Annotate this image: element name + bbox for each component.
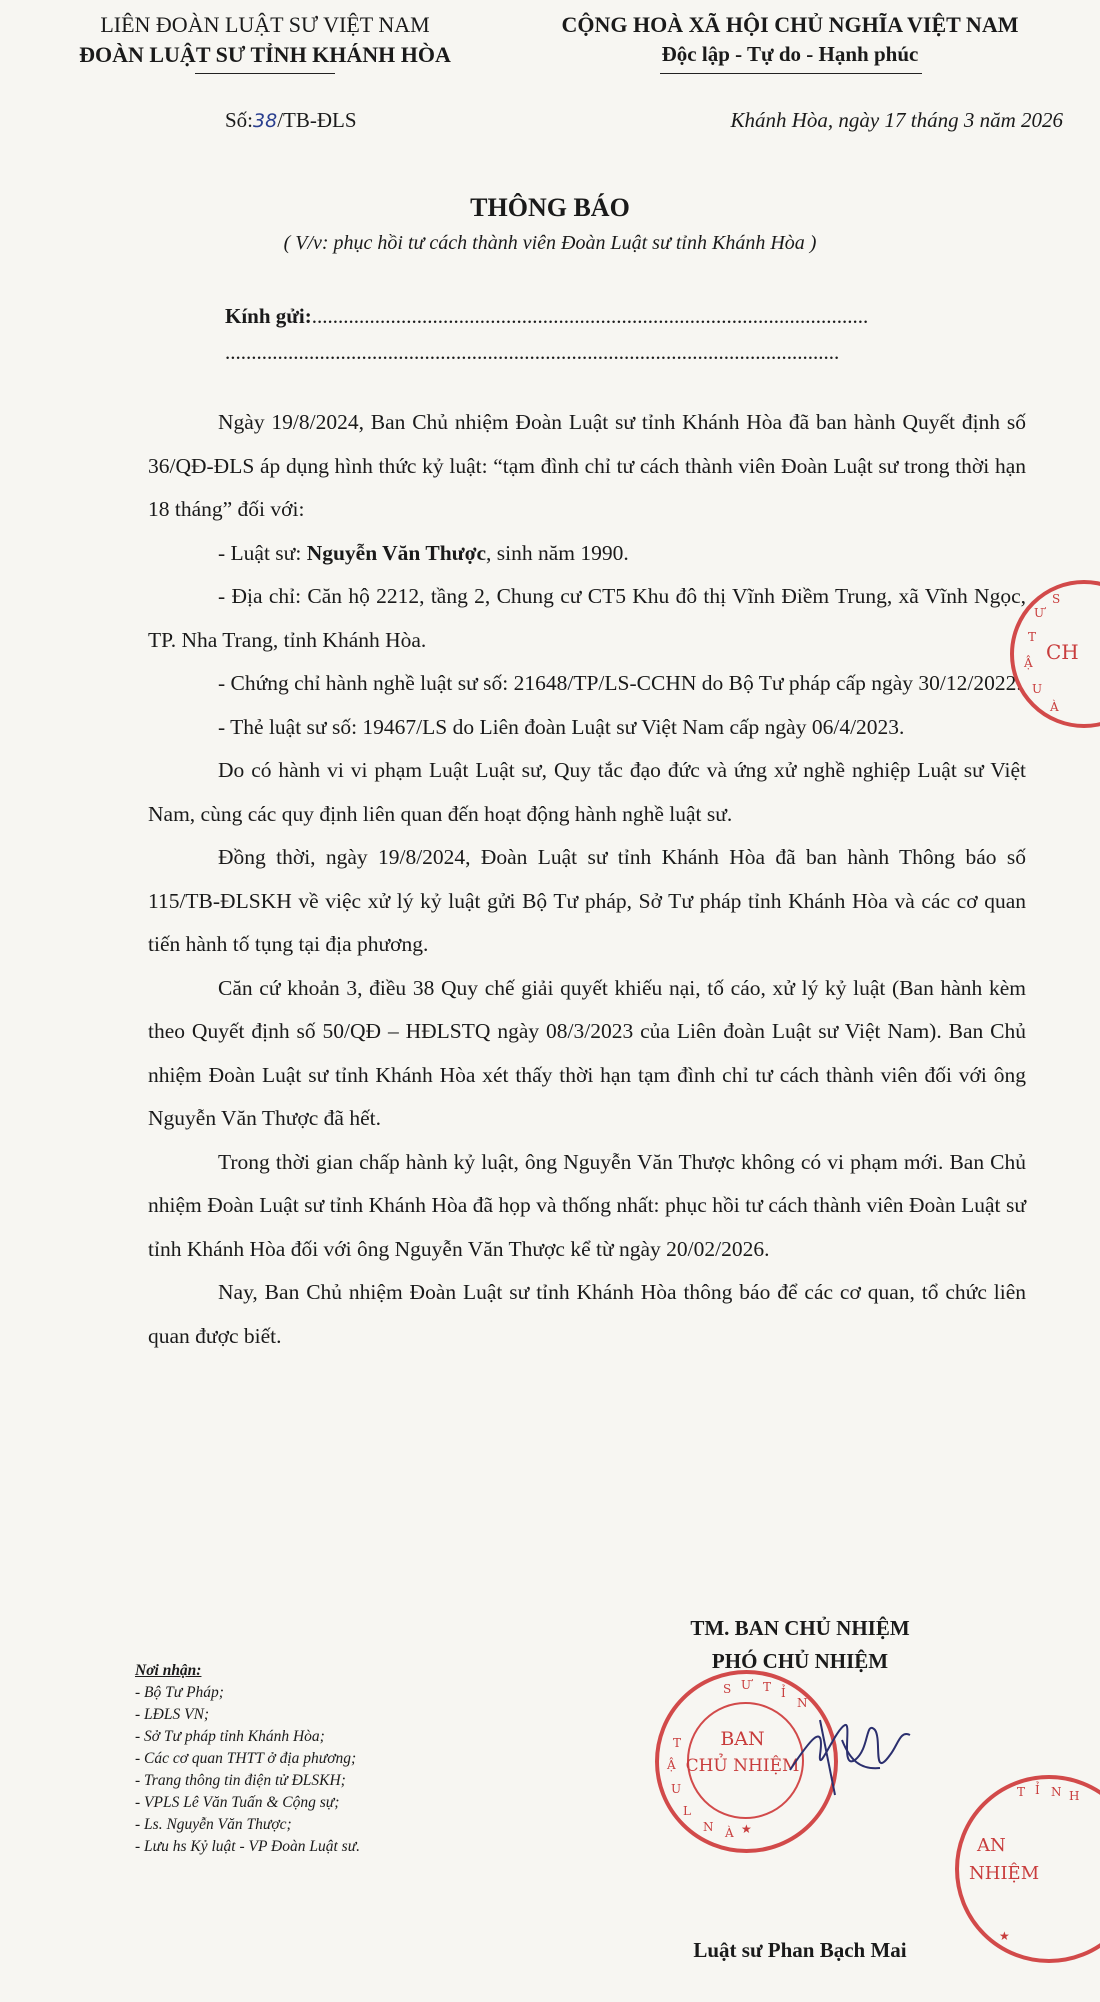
recipient-item: - Các cơ quan THTT ở địa phương; [135,1750,357,1767]
issuer-sub-org-name: ĐOÀN LUẬT SƯ TỈNH KHÁNH HÒA [79,42,451,67]
paragraph-legal-basis: Căn cứ khoản 3, điều 38 Quy chế giải quyết khiếu nại, tố cáo, xử lý kỷ luật (Ban hành kèm theo Quyết định số 50/QĐ – HĐLSTQ ngày 08/3/2023 của Liên đoàn Luật sư Việt Nam). Ban Chủ nhiệm Đoàn Luật sư tỉnh Khánh Hòa xét thấy thời hạn tạm đình chỉ tư cách thành viên đối với ông Nguyễn Văn Thược đã hết. [148,975,1026,1130]
recipient-item: - Lưu hs Kỷ luật - VP Đoàn Luật sư. [135,1838,361,1855]
seal-line1: BAN [720,1728,765,1750]
recipient-item: - Bộ Tư Pháp; [135,1684,224,1701]
doc-no-suffix: /TB-ĐLS [277,108,357,132]
recipient-item: - Trang thông tin điện tử ĐLSKH; [135,1772,346,1789]
signature-title-line1: TM. BAN CHỦ NHIỆM [690,1616,910,1640]
side-seal-text: CH [1046,640,1079,664]
recipient-item: - Sở Tư pháp tỉnh Khánh Hòa; [135,1728,325,1745]
issue-date: Khánh Hòa, ngày 17 tháng 3 năm 2026 [730,108,1063,132]
recipient-item: - VPLS Lê Văn Tuấn & Cộng sự; [135,1794,340,1811]
paragraph-closing: Nay, Ban Chủ nhiệm Đoàn Luật sư tỉnh Khánh Hòa thông báo để các cơ quan, tổ chức liên quan được biết. [148,1280,1026,1348]
paragraph-decision: Ngày 19/8/2024, Ban Chủ nhiệm Đoàn Luật sư tỉnh Khánh Hòa đã ban hành Quyết định số 36/QĐ-ĐLS áp dụng hình thức kỷ luật: “tạm đình chỉ tư cách thành viên Đoàn Luật sư trong thời hạn 18 tháng” đối với: [148,410,1026,521]
signature-title-line2: PHÓ CHỦ NHIỆM [711,1649,889,1673]
paragraph-restoration: Trong thời gian chấp hành kỷ luật, ông Nguyễn Văn Thược không có vi phạm mới. Ban Chủ nhiệm Đoàn Luật sư tỉnh Khánh Hòa đã họp và thống nhất: phục hồi tư cách thành viên Đoàn Luật sư tỉnh Khánh Hòa đối với ông Nguyễn Văn Thược kể từ ngày 20/02/2026. [148,1149,1026,1261]
doc-no-prefix: Số: [225,108,254,132]
recipients-heading: Nơi nhận: [135,1662,202,1679]
issuer-org-name: LIÊN ĐOÀN LUẬT SƯ VIỆT NAM [100,12,430,37]
corner-seal-fragment: T Ỉ N H ★ AN NHIỆM [955,1775,1100,1963]
recipient-item: - Ls. Nguyễn Văn Thược; [135,1816,292,1833]
signature-title [630,1612,970,1678]
addressee-line [225,304,1010,329]
national-title: CỘNG HOÀ XÃ HỘI CHỦ NGHĨA VIỆT NAM [561,12,1019,37]
official-seal: S Ư T Ỉ N T Ậ U L N À ★ BAN CHỦ NHIỆM [655,1670,838,1853]
body-section [148,401,1026,1358]
recipient-item: - LĐLS VN; [135,1706,210,1723]
recipients-list [135,1660,360,1858]
motto-underline [660,73,922,74]
addressee-dots-line2: ..................................................................................................................... [225,340,840,364]
doc-no-handwritten: 38 [253,110,278,132]
seal-line2: CHỦ NHIỆM [685,1756,800,1776]
signer-name: Luật sư Phan Bạch Mai [693,1938,907,1962]
side-seal-fragment: Ư S T Ậ U À CH [1010,580,1100,728]
addressee-label: Kính gửi: [225,304,312,328]
document-title: THÔNG BÁO [470,193,630,222]
document-number [225,108,357,133]
paragraph-violation: Do có hành vi vi phạm Luật Luật sư, Quy tắc đạo đức và ứng xử nghề nghiệp Luật sư Việt Nam, cùng các quy định liên quan đến hoạt động hành nghề luật sư. [148,758,1026,826]
card-line: - Thẻ luật sư số: 19467/LS do Liên đoàn Luật sư Việt Nam cấp ngày 06/4/2023. [218,714,905,739]
addressee-dots: .......................................................................................................... [311,304,869,328]
issuer-underline [195,73,335,74]
document-subject: ( V/v: phục hồi tư cách thành viên Đoàn Luật sư tỉnh Khánh Hòa ) [283,232,817,254]
corner-seal-line1: AN [977,1835,1006,1856]
certificate-line: - Chứng chỉ hành nghề luật sư số: 21648/TP/LS-CCHN do Bộ Tư pháp cấp ngày 30/12/2022. [218,671,1022,695]
address-line: - Địa chỉ: Căn hộ 2212, tầng 2, Chung cư CT5 Khu đô thị Vĩnh Điềm Trung, xã Vĩnh Ngọc, TP. Nha Trang, tỉnh Khánh Hòa. [148,584,1026,652]
lawyer-suffix: , sinh năm 1990. [486,540,629,565]
paragraph-notice: Đồng thời, ngày 19/8/2024, Đoàn Luật sư tỉnh Khánh Hòa đã ban hành Thông báo số 115/TB-ĐLSKH về việc xử lý kỷ luật gửi Bộ Tư pháp, Sở Tư pháp tỉnh Khánh Hòa và các cơ quan tiến hành tố tụng tại địa phương. [148,845,1026,956]
corner-seal-line2: NHIỆM [969,1863,1040,1884]
lawyer-prefix: - Luật sư: [218,540,307,565]
national-motto: Độc lập - Tự do - Hạnh phúc [661,42,919,66]
lawyer-name: Nguyễn Văn Thược [306,540,487,565]
lawyer-line [148,532,1026,576]
signature-scribble [780,1700,930,1810]
